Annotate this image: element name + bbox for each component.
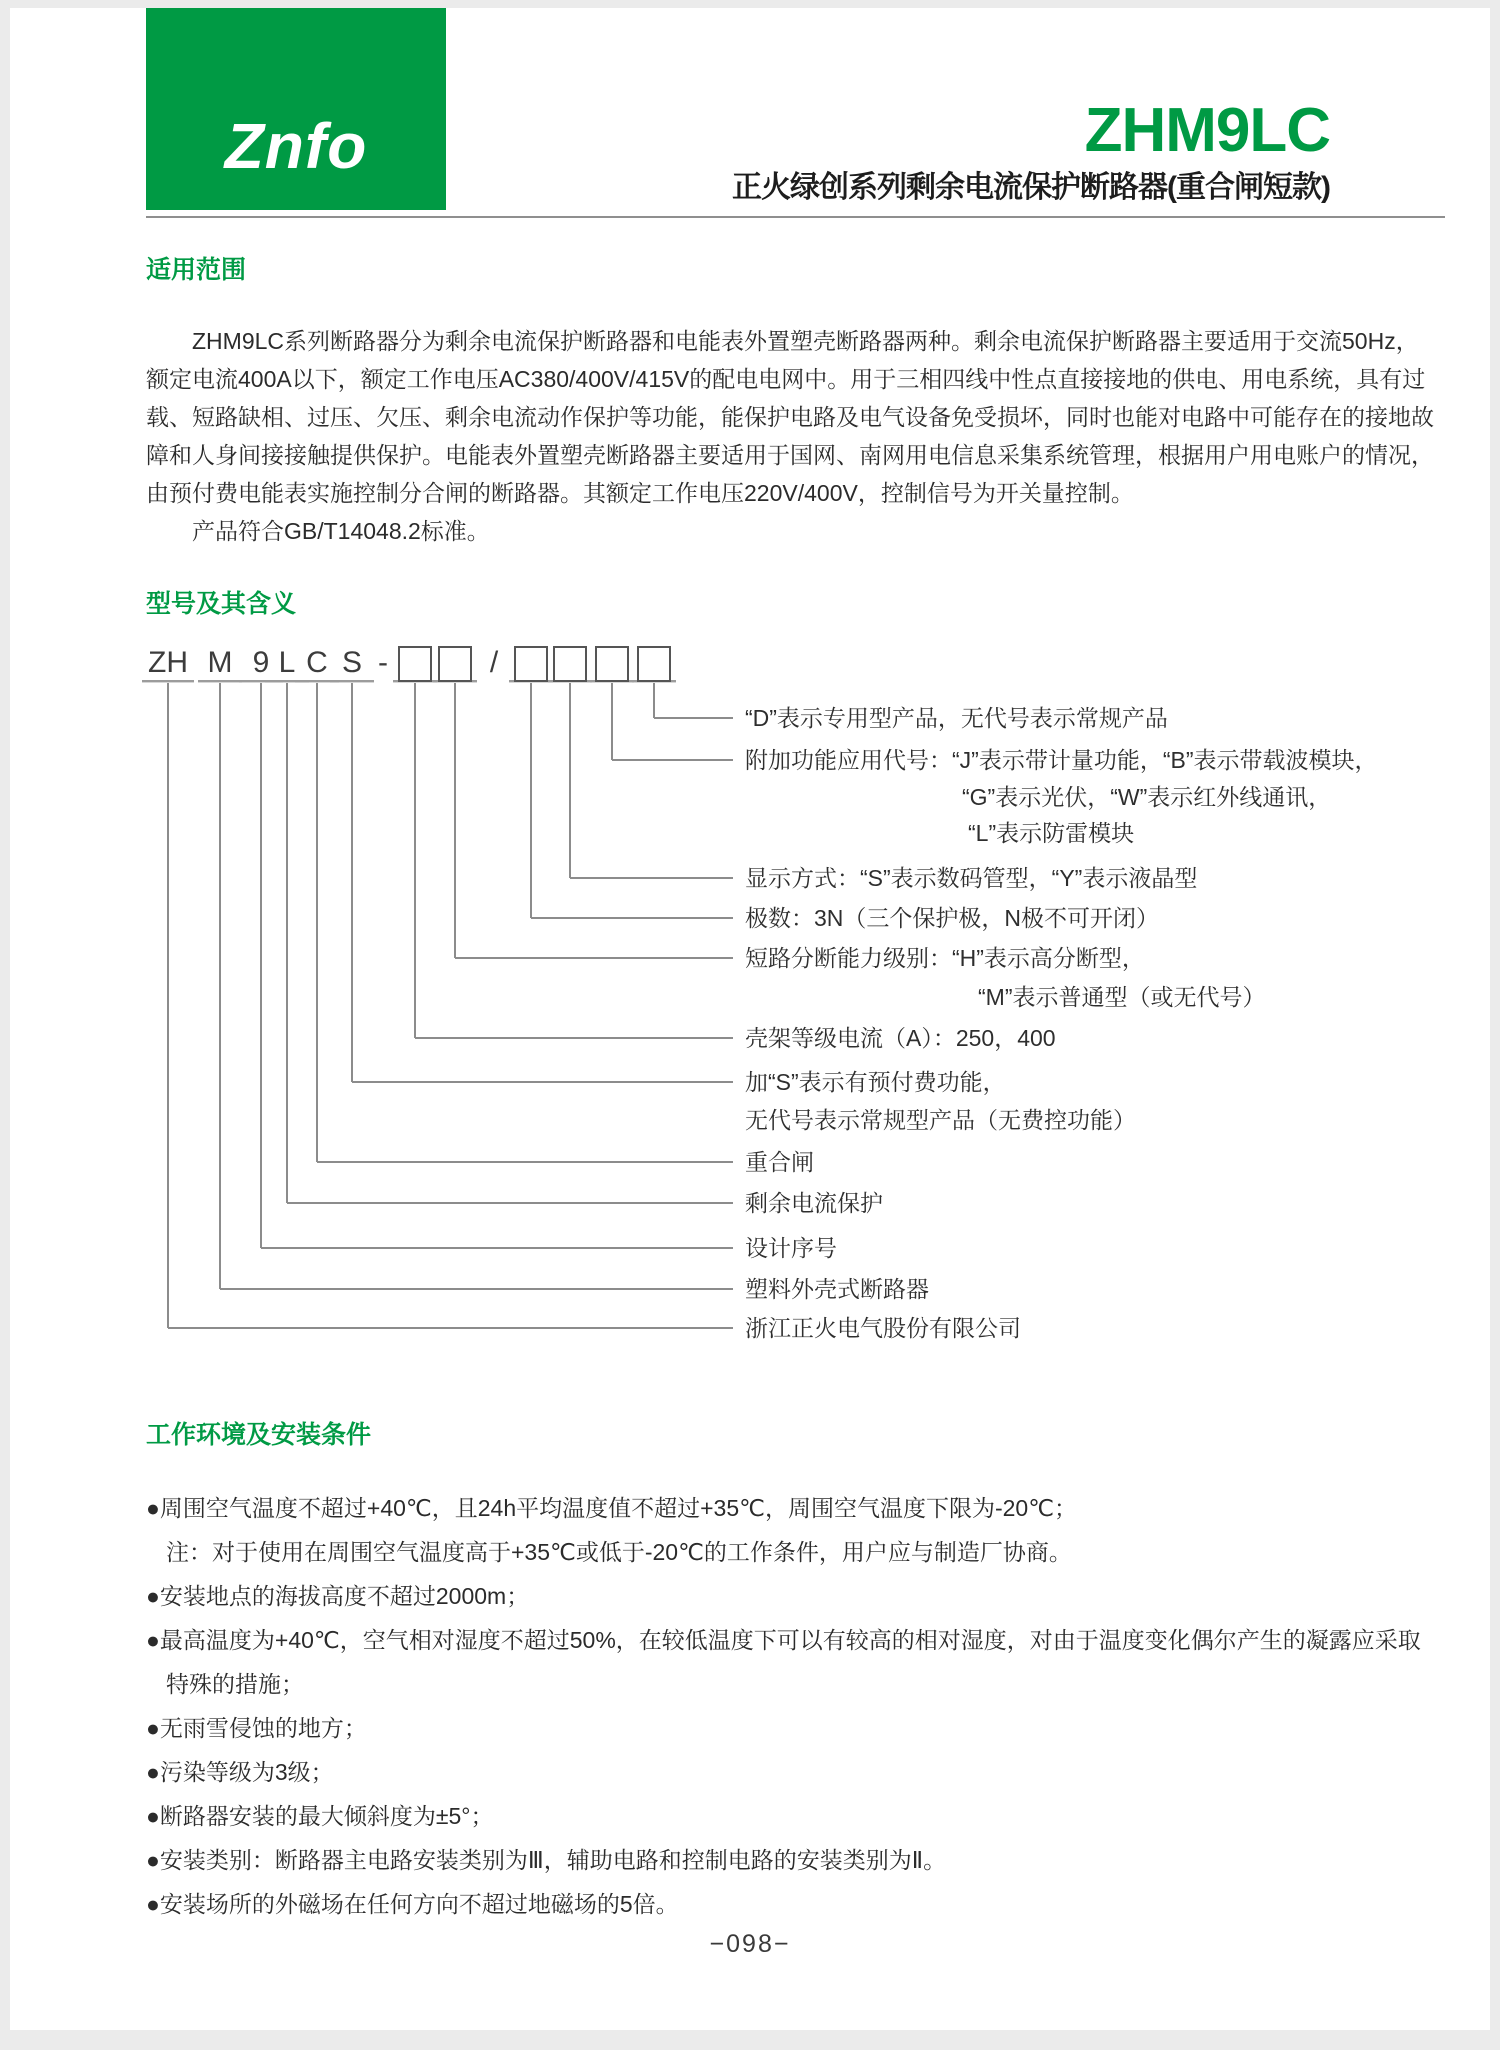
header-divider: [146, 216, 1445, 218]
page-edge-top: [0, 0, 1500, 8]
model-code-box: [438, 646, 472, 682]
model-callout: 加“S”表示有预付费功能，: [745, 1069, 1006, 1095]
page-edge-bottom: [0, 2030, 1500, 2050]
model-code-box: [398, 646, 432, 682]
model-code-separator: /: [489, 646, 499, 679]
model-code-box: [553, 646, 587, 682]
model-code-box: [637, 646, 671, 682]
environment-condition-row: ●安装场所的外磁场在任何方向不超过地磁场的5倍。: [146, 1891, 679, 1917]
environment-condition-row: ●无雨雪侵蚀的地方；: [146, 1715, 367, 1741]
model-code-letter: C: [306, 646, 328, 679]
scope-paragraph-line: 障和人身间接接触提供保护。电能表外置塑壳断路器主要适用于国网、南网用电信息采集系统管理，根据用户用电账户的情况，: [146, 442, 1434, 468]
model-callout: 浙江正火电气股份有限公司: [745, 1315, 1021, 1341]
model-callout: 壳架等级电流（A）：250，400: [745, 1025, 1056, 1051]
page-number: −098−: [709, 1930, 791, 1958]
model-code-box: [595, 646, 629, 682]
product-subtitle: 正火绿创系列剩余电流保护断路器(重合闸短款): [732, 171, 1330, 204]
environment-condition-row: ●污染等级为3级；: [146, 1759, 334, 1785]
scope-paragraph-line: 产品符合GB/T14048.2标准。: [192, 518, 490, 544]
page-edge-right: [1490, 0, 1500, 2050]
environment-condition-row: ●最高温度为+40℃，空气相对湿度不超过50%，在较低温度下可以有较高的相对湿度，对由于温度变化偶尔产生的凝露应采取: [146, 1627, 1421, 1653]
environment-condition-row: ●安装地点的海拔高度不超过2000m；: [146, 1583, 530, 1609]
brand-logo: [146, 8, 446, 210]
page-edge-left: [0, 0, 10, 2050]
model-callout: 附加功能应用代号：“J”表示带计量功能，“B”表示带载波模块，: [745, 747, 1378, 773]
section-heading-model: 型号及其含义: [146, 590, 297, 618]
section-heading-scope: 适用范围: [146, 256, 247, 284]
scope-paragraph-line: 由预付费电能表实施控制分合闸的断路器。其额定工作电压220V/400V，控制信号为开关量控制。: [146, 480, 1134, 506]
brand-logo-text: Znfo: [224, 110, 368, 182]
model-code-letter: 9: [252, 646, 270, 679]
model-code-box: [514, 646, 548, 682]
model-code-separator: -: [378, 646, 388, 679]
model-callout: 设计序号: [745, 1235, 837, 1261]
model-callout: 无代号表示常规型产品（无费控功能）: [745, 1107, 1136, 1133]
scope-paragraph: [146, 322, 1432, 550]
environment-condition-row: 注：对于使用在周围空气温度高于+35℃或低于-20℃的工作条件，用户应与制造厂协商。: [166, 1539, 1072, 1565]
model-code-letter: L: [278, 646, 296, 679]
scope-paragraph-line: ZHM9LC系列断路器分为剩余电流保护断路器和电能表外置塑壳断路器两种。剩余电流保护断路器主要适用于交流50Hz，: [192, 328, 1419, 354]
model-callout: “D”表示专用型产品，无代号表示常规产品: [745, 705, 1168, 731]
model-callout: 剩余电流保护: [745, 1190, 883, 1216]
model-callout: 重合闸: [745, 1149, 814, 1175]
model-code-letter: M: [207, 646, 233, 679]
model-code-letter: ZH: [148, 646, 188, 679]
model-callout: “M”表示普通型（或无代号）: [978, 984, 1266, 1010]
environment-conditions-list: [146, 1486, 1446, 1926]
model-callout: 极数：3N（三个保护极，N极不可开闭）: [745, 905, 1160, 931]
section-heading-environment: 工作环境及安装条件: [146, 1421, 372, 1449]
environment-condition-row: ●断路器安装的最大倾斜度为±5°；: [146, 1803, 494, 1829]
scope-paragraph-line: 额定电流400A以下，额定工作电压AC380/400V/415V的配电电网中。用于三相四线中性点直接接地的供电、用电系统，具有过: [146, 366, 1426, 392]
environment-condition-row: ●周围空气温度不超过+40℃，且24h平均温度值不超过+35℃，周围空气温度下限为-20℃；: [146, 1495, 1078, 1521]
environment-condition-row: ●安装类别：断路器主电路安装类别为Ⅲ，辅助电路和控制电路的安装类别为Ⅱ。: [146, 1847, 947, 1873]
model-callout: 显示方式：“S”表示数码管型，“Y”表示液晶型: [745, 865, 1198, 891]
model-callout: “G”表示光伏，“W”表示红外线通讯，: [962, 784, 1332, 810]
product-code-title: ZHM9LC: [1084, 96, 1330, 165]
environment-condition-row: 特殊的措施；: [166, 1671, 304, 1697]
scope-paragraph-line: 载、短路缺相、过压、欠压、剩余电流动作保护等功能，能保护电路及电气设备免受损坏，同时也能对电路中可能存在的接地故: [146, 404, 1434, 430]
model-callout: “L”表示防雷模块: [968, 820, 1135, 846]
model-callout: 短路分断能力级别：“H”表示高分断型，: [745, 945, 1145, 971]
model-code-letter: S: [341, 646, 363, 679]
model-callout: 塑料外壳式断路器: [745, 1276, 929, 1302]
